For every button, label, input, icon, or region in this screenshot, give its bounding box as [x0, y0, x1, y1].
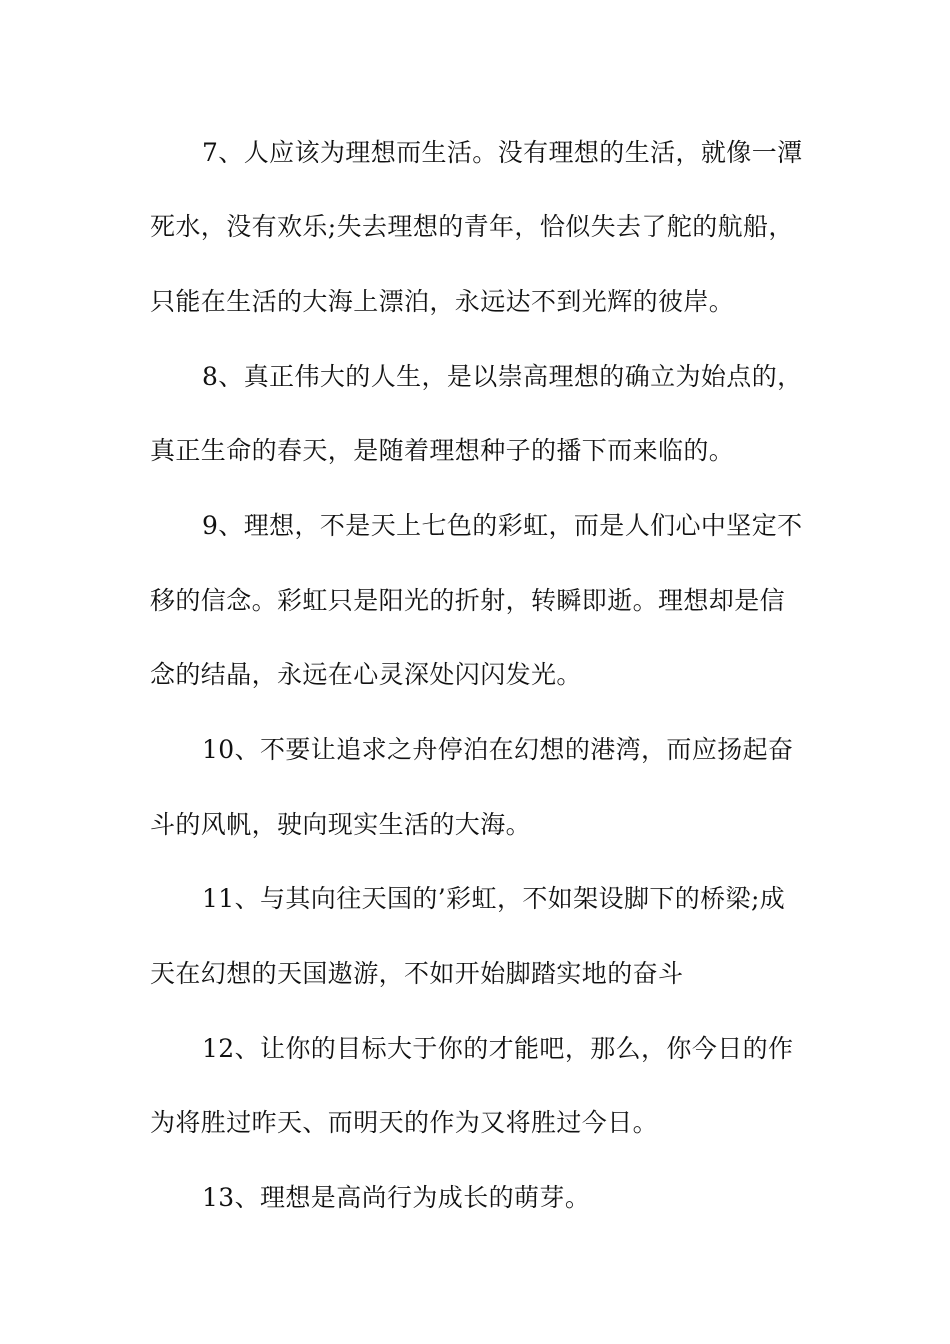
paragraph-10-line-2: 斗的风帆，驶向现实生活的大海。 — [150, 810, 532, 839]
paragraph-9-line-2: 移的信念。彩虹只是阳光的折射，转瞬即逝。理想却是信 — [150, 586, 786, 615]
paragraph-7-line-2: 死水，没有欢乐;失去理想的青年，恰似失去了舵的航船， — [150, 212, 794, 241]
paragraph-8-line-2: 真正生命的春天，是随着理想种子的播下而来临的。 — [150, 436, 735, 465]
paragraph-11-line-2: 天在幻想的天国遨游，不如开始脚踏实地的奋斗 — [150, 959, 684, 988]
paragraph-10-line-1: 10、不要让追求之舟停泊在幻想的港湾，而应扬起奋 — [202, 735, 794, 764]
paragraph-11-line-1: 11、与其向往天国的’彩虹，不如架设脚下的桥梁;成 — [202, 884, 786, 913]
paragraph-12-line-1: 12、让你的目标大于你的才能吧，那么，你今日的作 — [202, 1034, 794, 1063]
paragraph-7-line-1: 7、人应该为理想而生活。没有理想的生活，就像一潭 — [202, 138, 803, 167]
paragraph-12-line-2: 为将胜过昨天、而明天的作为又将胜过今日。 — [150, 1108, 659, 1137]
paragraph-7-line-3: 只能在生活的大海上漂泊，永远达不到光辉的彼岸。 — [150, 287, 735, 316]
paragraph-13-line-1: 13、理想是高尚行为成长的萌芽。 — [202, 1183, 591, 1212]
paragraph-9-line-1: 9、理想，不是天上七色的彩虹，而是人们心中坚定不 — [202, 511, 803, 540]
paragraph-8-line-1: 8、真正伟大的人生，是以崇高理想的确立为始点的， — [202, 362, 803, 391]
paragraph-9-line-3: 念的结晶，永远在心灵深处闪闪发光。 — [150, 660, 582, 689]
